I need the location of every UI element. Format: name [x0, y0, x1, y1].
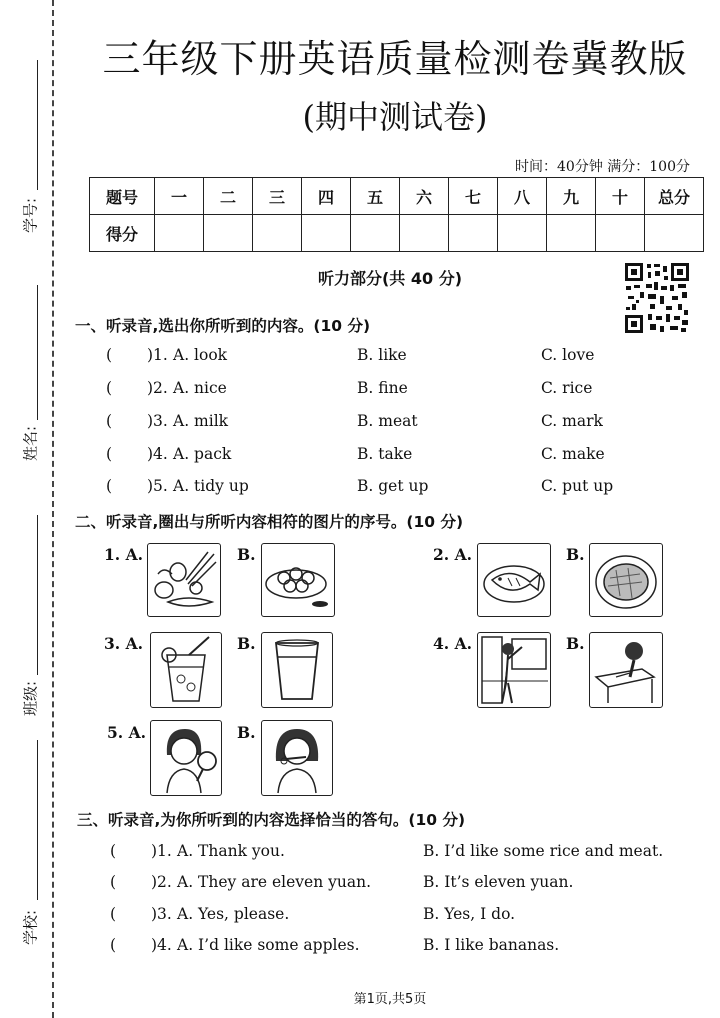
picture-label: B.: [566, 634, 585, 653]
qr-code-icon[interactable]: [624, 262, 690, 334]
option-c[interactable]: C. mark: [541, 412, 603, 430]
question-number: )4.: [151, 936, 172, 954]
milk-glass-picture[interactable]: [261, 632, 333, 708]
option-c[interactable]: C. make: [541, 445, 605, 463]
steak-plate-picture[interactable]: [589, 543, 663, 617]
question-number: )2.: [147, 379, 168, 397]
picture-label: 3. A.: [104, 634, 143, 653]
option-b[interactable]: B. like: [357, 346, 407, 364]
option-a[interactable]: A. nice: [173, 379, 227, 397]
score-input-cell[interactable]: [351, 215, 400, 252]
section1-title: 一、听录音,选出你所听到的内容。(10 分): [75, 317, 371, 335]
score-header-cell: 一: [155, 178, 204, 215]
score-header-cell: 题号: [90, 178, 155, 215]
option-a[interactable]: A. Yes, please.: [177, 905, 290, 923]
time-info: 时间：40分钟 满分：100分: [515, 159, 690, 175]
option-b[interactable]: B. fine: [357, 379, 408, 397]
picture-label: B.: [237, 634, 256, 653]
question-number: )5.: [147, 477, 168, 495]
option-b[interactable]: B. get up: [357, 477, 429, 495]
option-a[interactable]: A. pack: [173, 445, 232, 463]
option-c[interactable]: C. put up: [541, 477, 614, 495]
picture-label: B.: [566, 545, 585, 564]
score-row-label: 得分: [90, 215, 155, 252]
option-b[interactable]: B. I’d like some rice and meat.: [423, 842, 664, 860]
girl-brushing-teeth-picture[interactable]: [261, 720, 333, 796]
score-input-cell[interactable]: [596, 215, 645, 252]
score-header-cell: 五: [351, 178, 400, 215]
page-subtitle: (期中测试卷): [302, 98, 488, 136]
score-header-cell: 十: [596, 178, 645, 215]
page-footer: 第1页,共5页: [353, 992, 427, 1007]
score-input-cell[interactable]: [547, 215, 596, 252]
section3-title: 三、听录音,为你所听到的内容选择恰当的答句。(10 分): [77, 811, 466, 829]
score-header-cell: 二: [204, 178, 253, 215]
girl-cleaning-window-picture[interactable]: [477, 632, 551, 708]
fill-line-class: [37, 515, 38, 675]
answer-bracket[interactable]: (: [110, 905, 141, 923]
score-header-cell: 七: [449, 178, 498, 215]
score-header-cell: 三: [253, 178, 302, 215]
label-class: 班级:: [21, 680, 40, 717]
score-input-cell[interactable]: [155, 215, 204, 252]
fish-plate-picture[interactable]: [477, 543, 551, 617]
label-school: 学校:: [21, 909, 40, 946]
label-student-id: 学号:: [21, 197, 40, 234]
option-c[interactable]: C. love: [541, 346, 595, 364]
picture-label: 4. A.: [433, 634, 472, 653]
answer-bracket[interactable]: (: [106, 477, 137, 495]
picture-label: B.: [237, 545, 256, 564]
option-a[interactable]: A. Thank you.: [177, 842, 285, 860]
picture-label: 2. A.: [433, 545, 472, 564]
answer-bracket[interactable]: (: [110, 873, 141, 891]
picture-label: B.: [237, 723, 256, 742]
binding-margin: [0, 0, 60, 1018]
score-input-cell[interactable]: [302, 215, 351, 252]
label-name: 姓名:: [21, 425, 40, 462]
question-number: )3.: [147, 412, 168, 430]
page-title: 三年级下册英语质量检测卷冀教版: [102, 37, 688, 81]
vegetables-picture[interactable]: [147, 543, 221, 617]
fill-line-student-id: [37, 60, 38, 190]
score-input-cell[interactable]: [400, 215, 449, 252]
score-table-header-row: [90, 178, 704, 215]
option-a[interactable]: A. look: [173, 346, 228, 364]
score-input-cell[interactable]: [498, 215, 547, 252]
score-table: [89, 177, 704, 252]
option-a[interactable]: A. milk: [173, 412, 229, 430]
option-a[interactable]: A. I’d like some apples.: [177, 936, 360, 954]
picture-label: 5. A.: [107, 723, 146, 742]
option-a[interactable]: A. They are eleven yuan.: [177, 873, 372, 891]
section2-title: 二、听录音,圈出与所听内容相符的图片的序号。(10 分): [75, 513, 464, 531]
answer-bracket[interactable]: (: [110, 842, 141, 860]
cut-line: [52, 0, 54, 1018]
score-input-cell[interactable]: [253, 215, 302, 252]
juice-glass-picture[interactable]: [150, 632, 222, 708]
option-b[interactable]: B. take: [357, 445, 413, 463]
option-b[interactable]: B. It’s eleven yuan.: [423, 873, 574, 891]
picture-label: 1. A.: [104, 545, 143, 564]
option-b[interactable]: B. Yes, I do.: [423, 905, 516, 923]
question-number: )1.: [151, 842, 172, 860]
option-b[interactable]: B. I like bananas.: [423, 936, 560, 954]
fill-line-name: [37, 285, 38, 420]
score-input-cell[interactable]: [449, 215, 498, 252]
girl-mirror-picture[interactable]: [150, 720, 222, 796]
answer-bracket[interactable]: (: [106, 346, 137, 364]
option-a[interactable]: A. tidy up: [173, 477, 249, 495]
score-table-score-row: [90, 215, 704, 252]
score-header-cell: 九: [547, 178, 596, 215]
question-number: )2.: [151, 873, 172, 891]
listening-section-title: 听力部分(共 40 分): [317, 269, 463, 288]
option-c[interactable]: C. rice: [541, 379, 593, 397]
score-input-cell[interactable]: [204, 215, 253, 252]
fill-line-school: [37, 740, 38, 900]
question-number: )3.: [151, 905, 172, 923]
score-header-cell: 八: [498, 178, 547, 215]
girl-writing-desk-picture[interactable]: [589, 632, 663, 708]
score-header-cell: 六: [400, 178, 449, 215]
score-header-cell: 总分: [645, 178, 704, 215]
score-header-cell: 四: [302, 178, 351, 215]
answer-bracket[interactable]: (: [110, 936, 141, 954]
option-b[interactable]: B. meat: [357, 412, 418, 430]
meatballs-plate-picture[interactable]: [261, 543, 335, 617]
score-input-cell[interactable]: [645, 215, 704, 252]
answer-bracket[interactable]: (: [106, 445, 137, 463]
question-number: )4.: [147, 445, 168, 463]
answer-bracket[interactable]: (: [106, 379, 137, 397]
answer-bracket[interactable]: (: [106, 412, 137, 430]
question-number: )1.: [147, 346, 168, 364]
